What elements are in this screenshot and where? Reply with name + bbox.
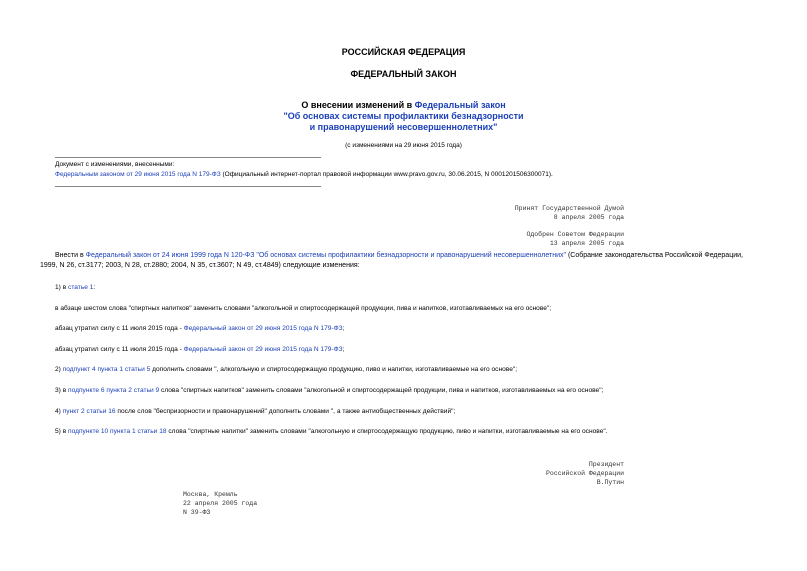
title-line-3[interactable]: и правонарушений несовершеннолетних" xyxy=(309,122,498,132)
law-type-heading: ФЕДЕРАЛЬНЫЙ ЗАКОН xyxy=(350,69,457,79)
item-1 xyxy=(55,283,95,293)
item-3-link[interactable]: подпункте 6 пункта 2 статьи 9 xyxy=(68,387,160,394)
item-5-pre: 5) в xyxy=(55,428,69,435)
document-title xyxy=(0,100,807,133)
signature-block xyxy=(546,460,624,487)
item-1b-post: ; xyxy=(342,325,345,332)
amendments-line xyxy=(55,171,553,178)
item-1-post: : xyxy=(93,284,96,291)
item-1-pre: 1) в xyxy=(55,284,69,291)
item-5-link[interactable]: подпункте 10 пункта 1 статьи 18 xyxy=(68,428,167,435)
item-2-pre: 2) xyxy=(55,366,63,373)
intro-line-2: 1999, N 26, ст.3177; 2003, N 28, ст.2880; 2004, N 35, ст.3607; N 49, ст.4849) следующие изменения: xyxy=(40,262,360,269)
item-5 xyxy=(55,427,608,437)
law-number-line: N 39-ФЗ xyxy=(183,509,211,516)
title-line-2[interactable]: "Об основах системы профилактики безнадзорности xyxy=(283,111,524,121)
item-1c-link[interactable]: Федеральный закон от 29 июня 2015 года N 179-ФЗ xyxy=(183,346,343,353)
duma-line-1: Принят Государственной Думой xyxy=(514,205,624,212)
item-2-link[interactable]: подпункт 4 пункта 1 статьи 5 xyxy=(62,366,151,373)
item-3-post: слова "спиртных напитков" заменить словами "алкогольной и спиртосодержащей продукции, пива и напитков, изготавливаемых на его основе"; xyxy=(159,387,604,394)
item-1c-post: ; xyxy=(342,346,345,353)
council-line-1: Одобрен Советом Федерации xyxy=(526,231,624,238)
item-1b-link[interactable]: Федеральный закон от 29 июня 2015 года N 179-ФЗ xyxy=(183,325,343,332)
duma-line-2: 8 апреля 2005 года xyxy=(553,214,624,221)
item-4-post: после слов "беспризорности и правонарушений" дополнить словами ", а также антиобщественных действий"; xyxy=(115,408,456,415)
item-2-post: дополнить словами ", алкогольную и спиртосодержащую продукцию, пиво и напитки, изготавливаемые на его основе"; xyxy=(150,366,518,373)
item-1b-pre: абзац утратил силу с 11 июля 2015 года - xyxy=(55,325,184,332)
item-3 xyxy=(55,386,603,396)
signature-name: В.Путин xyxy=(596,479,624,486)
item-4-link[interactable]: пункт 2 статьи 16 xyxy=(62,408,116,415)
amendment-law-link[interactable]: Федеральным законом от 29 июня 2015 года N 179-ФЗ xyxy=(55,171,221,178)
signature-country: Российской Федерации xyxy=(545,470,624,477)
council-line-2: 13 апреля 2005 года xyxy=(549,240,624,247)
item-2 xyxy=(55,365,517,375)
item-1b xyxy=(55,324,344,334)
divider-top xyxy=(55,157,321,158)
date-line: 22 апреля 2005 года xyxy=(183,500,258,507)
intro-after: (Собрание законодательства Российской Федерации, xyxy=(566,252,743,259)
intro-law-link[interactable]: Федеральный закон от 24 июня 1999 года N 120-ФЗ "Об основах системы профилактики безнадзорности и правонарушений несовершеннолетних" xyxy=(85,252,566,259)
divider-bottom xyxy=(55,186,321,187)
intro-paragraph xyxy=(40,251,770,271)
amendment-source: (Официальный интернет-портал правовой информации www.pravo.gov.ru, 30.06.2015, N 0001201506300071). xyxy=(220,171,553,178)
item-1-link[interactable]: статье 1 xyxy=(68,284,94,291)
item-1c xyxy=(55,345,344,355)
country-heading: РОССИЙСКАЯ ФЕДЕРАЦИЯ xyxy=(341,47,466,57)
edition-note: (с изменениями на 29 июня 2015 года) xyxy=(345,142,462,149)
item-4 xyxy=(55,407,455,417)
item-4-pre: 4) xyxy=(55,408,63,415)
title-law-link[interactable]: Федеральный закон xyxy=(414,100,506,110)
amendments-caption: Документ с изменениями, внесенными: xyxy=(55,161,175,168)
title-prefix: О внесении изменений в xyxy=(301,100,415,110)
adoption-block xyxy=(515,204,624,248)
item-1c-pre: абзац утратил силу с 11 июля 2015 года - xyxy=(55,346,184,353)
item-3-pre: 3) в xyxy=(55,387,69,394)
place-line: Москва, Кремль xyxy=(183,491,238,498)
signature-title: Президент xyxy=(588,461,624,468)
place-date-block xyxy=(183,490,257,517)
intro-before: Внести в xyxy=(55,252,86,259)
item-1a: в абзаце шестом слова "спиртных напитков" заменить словами "алкогольной и спиртосодержащей продукции, пива и напитков, изготавливаемых на его основе"; xyxy=(55,305,552,312)
item-5-post: слова "спиртные напитки" заменить словами "алкогольную и спиртосодержащую продукцию, пиво и напитки, изготавливаемые на его основе". xyxy=(166,428,608,435)
